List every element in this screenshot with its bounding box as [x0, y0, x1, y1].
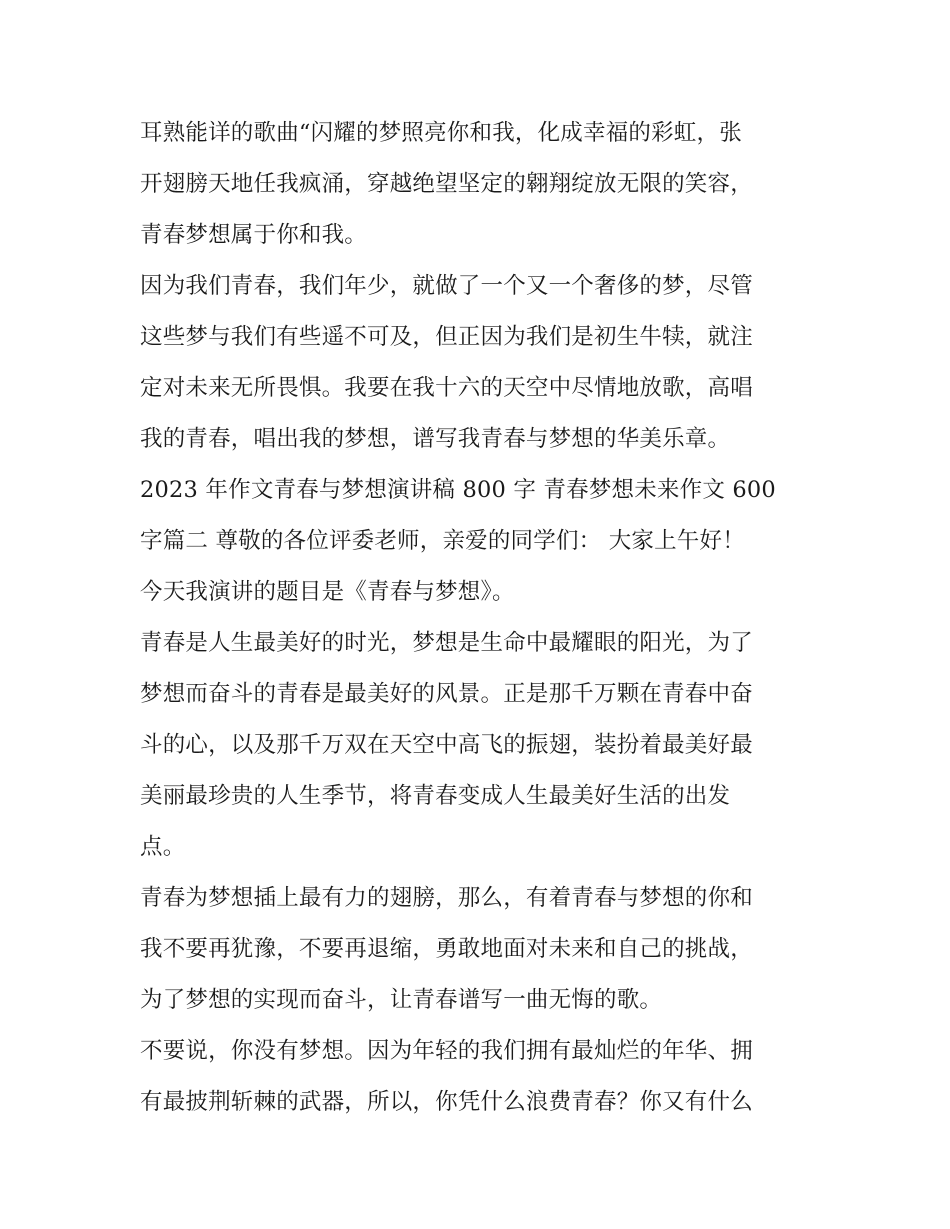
text-line: 因为我们青春，我们年少，就做了一个又一个奢侈的梦，尽管 [140, 273, 753, 299]
text-line: 斗的心，以及那千万双在天空中高飞的振翅，装扮着最美好最 [140, 732, 753, 758]
text-line: 定对未来无所畏惧。我要在我十六的天空中尽情地放歌，高唱 [140, 375, 753, 401]
text-line: 字篇二 尊敬的各位评委老师，亲爱的同学们： 大家上午好！ [140, 528, 745, 554]
text-line: 美丽最珍贵的人生季节，将青春变成人生最美好生活的出发 [140, 783, 731, 809]
text-line: 点。 [140, 834, 186, 860]
text-line: 开翅膀天地任我疯涌，穿越绝望坚定的翱翔绽放无限的笑容， [140, 171, 753, 197]
text-line: 不要说，你没有梦想。因为年轻的我们拥有最灿烂的年华、拥 [140, 1038, 753, 1064]
document-body [140, 108, 820, 1128]
text-line: 这些梦与我们有些遥不可及，但正因为我们是初生牛犊，就注 [140, 324, 753, 350]
text-line: 我不要再犹豫，不要再退缩，勇敢地面对未来和自己的挑战， [140, 936, 753, 962]
text-line: 青春梦想属于你和我。 [140, 222, 368, 248]
text-line: 我的青春，唱出我的梦想，谱写我青春与梦想的华美乐章。 [140, 426, 731, 452]
text-line: 为了梦想的实现而奋斗，让青春谱写一曲无悔的歌。 [140, 987, 663, 1013]
text-line: 青春为梦想插上最有力的翅膀，那么，有着青春与梦想的你和 [140, 885, 753, 911]
text-line: 2023 年作文青春与梦想演讲稿 800 字 青春梦想未来作文 600 [140, 477, 776, 503]
text-line: 有最披荆斩棘的武器，所以，你凭什么浪费青春？你又有什么 [140, 1089, 753, 1115]
text-line: 今天我演讲的题目是《青春与梦想》。 [140, 579, 515, 605]
text-line: 梦想而奋斗的青春是最美好的风景。正是那千万颗在青春中奋 [140, 681, 753, 707]
text-line: 青春是人生最美好的时光，梦想是生命中最耀眼的阳光，为了 [140, 630, 753, 656]
text-line: 耳熟能详的歌曲“闪耀的梦照亮你和我，化成幸福的彩虹，张 [140, 120, 742, 146]
